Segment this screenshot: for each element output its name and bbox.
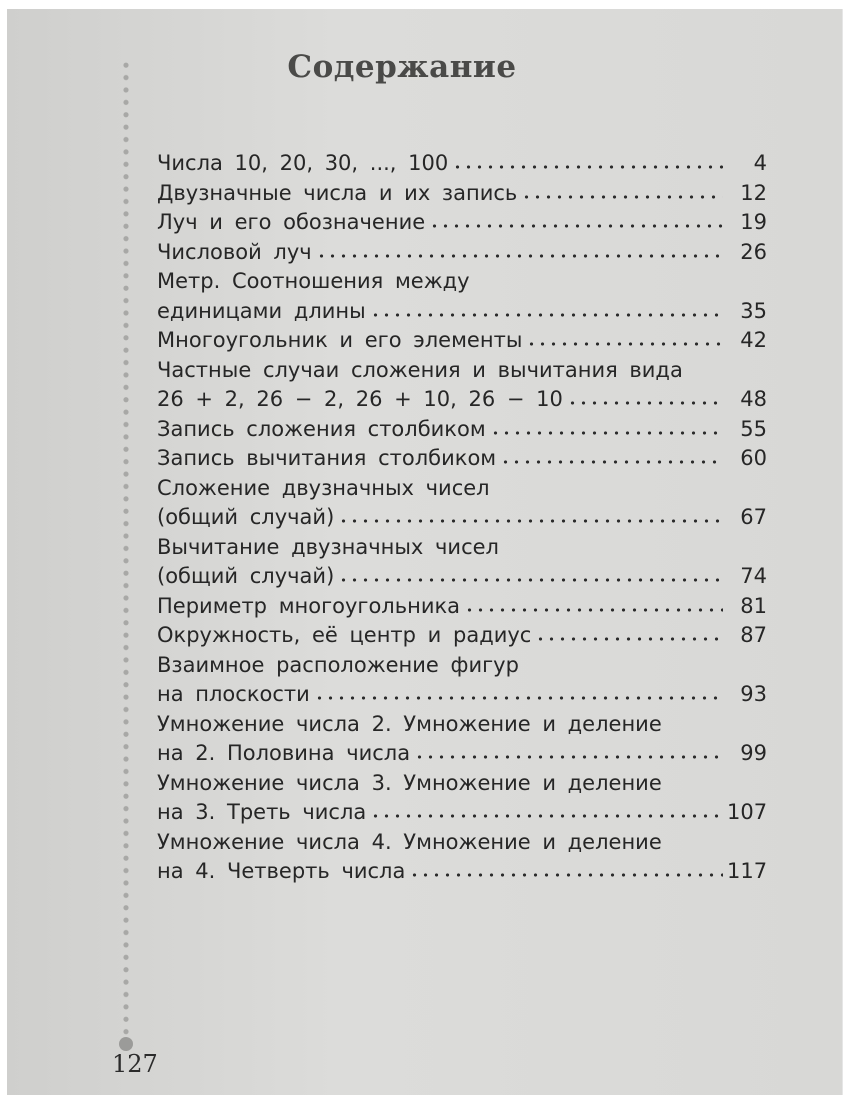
toc-entry (157, 533, 767, 592)
toc-entry (157, 592, 767, 622)
toc-entry-title-line: Взаимное расположение фигур (157, 652, 519, 677)
dot-leader (535, 636, 723, 642)
toc-entry (157, 444, 767, 474)
toc-entry-title-line: 26 + 2, 26 − 2, 26 + 10, 26 − 10 (157, 387, 563, 411)
toc-entry-row (157, 621, 767, 651)
dotted-margin-line (121, 59, 131, 1049)
toc-entry-title-line: на 2. Половина числа (157, 741, 411, 765)
toc-entry-row (157, 179, 767, 209)
toc-entry-page: 81 (740, 593, 767, 618)
toc-entry-page: 4 (753, 151, 767, 175)
toc-entry-title-line: Многоугольник и его элементы (157, 328, 523, 352)
page-title: Содержание (287, 49, 517, 85)
toc-entry-page: 67 (740, 505, 767, 529)
toc-entry-page: 12 (740, 180, 767, 205)
toc-entry-title-line: Окружность, её центр и радиус (157, 623, 532, 647)
toc-entry (157, 415, 767, 445)
book-page (7, 9, 843, 1095)
toc-entry-title-line: Числа 10, 20, 30, ..., 100 (157, 151, 449, 175)
toc-entry (157, 149, 767, 179)
toc-entry-row (157, 208, 767, 238)
toc-entry-title-line: Двузначные числа и их запись (157, 180, 518, 205)
toc-entry-page: 19 (740, 210, 767, 234)
toc-entry-row (157, 415, 767, 445)
toc-entry-row (157, 297, 767, 327)
toc-entry-title-line: Запись вычитания столбиком (157, 446, 497, 470)
toc-entry (157, 238, 767, 268)
toc-entry-row (157, 680, 767, 710)
toc-entry-row (157, 444, 767, 474)
toc-entry-row (157, 326, 767, 356)
dot-leader (526, 341, 723, 347)
toc-entry-page: 42 (740, 328, 767, 352)
toc-entry (157, 769, 767, 828)
toc-entry-page: 117 (727, 859, 768, 883)
toc-entry-row (157, 739, 767, 769)
toc-entry (157, 710, 767, 769)
dot-leader (370, 312, 723, 318)
toc-entry-page: 55 (740, 416, 767, 441)
toc-entry (157, 621, 767, 651)
toc-entry-title-line: Сложение двузначных чисел (157, 475, 490, 500)
dot-leader (314, 695, 723, 701)
toc-entry (157, 651, 767, 710)
dot-leader (500, 459, 723, 465)
toc-entry-row (157, 149, 767, 179)
toc-entry-page: 60 (740, 446, 767, 470)
dot-leader (521, 194, 723, 200)
toc-entry (157, 208, 767, 238)
toc-entry-page: 87 (740, 623, 767, 647)
toc-entry-row (157, 857, 767, 887)
dot-leader (316, 253, 723, 259)
dot-leader (409, 872, 723, 878)
toc-entry-row (157, 503, 767, 533)
dot-leader (338, 518, 723, 524)
page-number: 127 (112, 1050, 158, 1078)
dot-leader (414, 754, 723, 760)
toc-entry-row (157, 592, 767, 622)
dot-leader (567, 400, 723, 406)
toc-entry (157, 179, 767, 209)
dot-leader (464, 607, 723, 613)
toc-entry-title-line: Умножение числа 4. Умножение и деление (157, 829, 662, 854)
toc-entry-title-line: Запись сложения столбиком (157, 416, 486, 441)
toc-entry (157, 267, 767, 326)
toc-entry-page: 35 (740, 298, 767, 323)
toc-entry (157, 356, 767, 415)
toc-entry-title-line: (общий случай) (157, 564, 335, 588)
dot-leader (370, 813, 723, 819)
dot-leader (338, 577, 723, 583)
toc-entry-title-line: Периметр многоугольника (157, 593, 461, 618)
toc-entry-title-line: Числовой луч (157, 239, 312, 264)
toc-entry-title-line: единицами длины (157, 298, 366, 323)
toc-entry-page: 74 (740, 564, 767, 588)
toc-entry-row (157, 238, 767, 268)
toc-entry-title-line: Вычитание двузначных чисел (157, 534, 499, 559)
toc-entry-page: 107 (727, 800, 768, 824)
toc-entry-row (157, 385, 767, 415)
toc-entry-title-line: Луч и его обозначение (157, 210, 426, 234)
toc-entry-title-line: на 4. Четверть числа (157, 859, 406, 883)
dot-leader (490, 430, 723, 436)
dot-leader (452, 164, 723, 170)
dot-leader (429, 223, 723, 229)
toc-entry-title-line: Частные случаи сложения и вычитания вида (157, 357, 683, 382)
toc-entry-page: 48 (740, 387, 767, 411)
toc-entry-title-line: на 3. Треть числа (157, 800, 367, 824)
toc-entry-title-line: (общий случай) (157, 505, 335, 529)
toc-entry-title-line: на плоскости (157, 682, 310, 706)
toc-entry-page: 99 (740, 741, 767, 765)
table-of-contents (157, 149, 767, 887)
toc-entry-page: 93 (740, 682, 767, 706)
toc-entry-title-line: Умножение числа 3. Умножение и деление (157, 770, 662, 795)
toc-entry-row (157, 798, 767, 828)
toc-entry (157, 326, 767, 356)
margin-end-dot (119, 1037, 133, 1051)
toc-entry-page: 26 (740, 239, 767, 264)
toc-entry (157, 474, 767, 533)
toc-entry (157, 828, 767, 887)
toc-entry-title-line: Метр. Соотношения между (157, 269, 470, 293)
toc-entry-row (157, 562, 767, 592)
toc-entry-title-line: Умножение числа 2. Умножение и деление (157, 711, 662, 736)
